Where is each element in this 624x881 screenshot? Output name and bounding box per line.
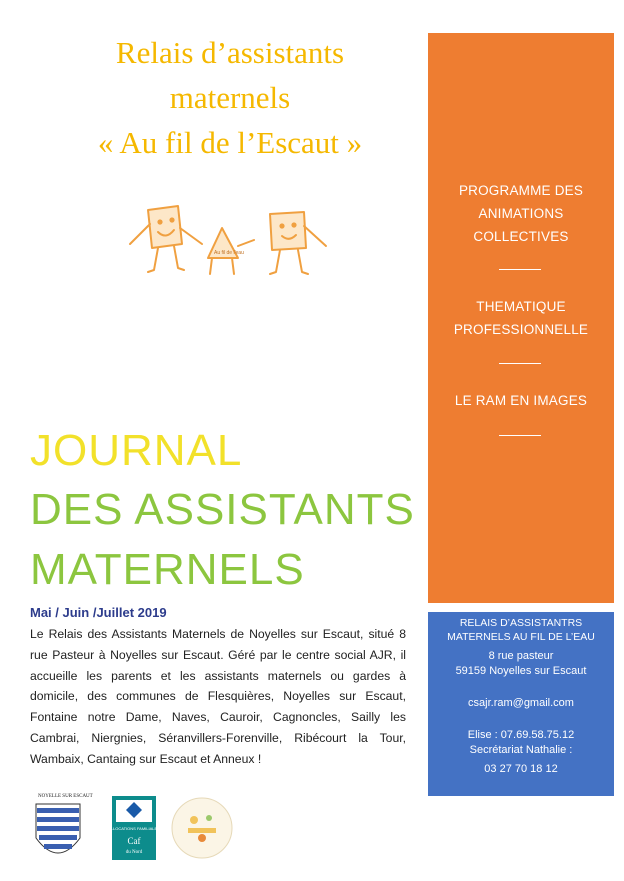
title-line-2: maternels <box>169 80 291 115</box>
contact-phone-elise: Elise : 07.69.58.75.12 <box>467 729 575 741</box>
section-images-line-1: LE RAM EN IMAGES <box>454 393 588 408</box>
ram-round-logo <box>172 798 232 858</box>
mascot-illustration <box>120 200 340 282</box>
issue-date: Mai / Juin /Juillet 2019 <box>30 605 167 620</box>
section-programme-line-2: ANIMATIONS <box>478 206 564 221</box>
noyelles-logo-text: NOYELLE SUR ESCAUT <box>38 794 93 799</box>
contact-email[interactable]: csajr.ram@gmail.com <box>468 697 574 709</box>
section-thematique-line-1: THEMATIQUE <box>476 299 566 314</box>
contact-heading-line-1: RELAIS D’ASSISTANTRS <box>459 617 583 629</box>
mascot-sign-text: Au fil de l'eau <box>214 250 244 256</box>
intro-paragraph: Le Relais des Assistants Maternels de Noyelles sur Escaut, situé 8 rue Pasteur à Noyelles sur Escaut. Géré par le centre social AJR, il accueille les parents et les assistants maternels ou gardes à domicile, des communes de Flesquières, Noyelles sur Escaut, Fontaine notre Dame, Naves, Cauroir, Cagnoncles, Sailly les Cambrai, Niergnies, Séranvillers-Forenville, Ribécourt la Tour, Wambaix, Cantaing sur Escaut et Anneux ! <box>30 627 406 766</box>
caf-logo <box>108 796 160 860</box>
page-title <box>40 30 420 165</box>
section-thematique-line-2: PROFESSIONNELLE <box>453 322 589 337</box>
section-images <box>428 389 614 412</box>
section-programme <box>428 179 614 248</box>
section-thematique <box>428 295 614 341</box>
contact-panel <box>428 612 614 796</box>
contact-city: 59159 Noyelles sur Escaut <box>455 665 587 677</box>
caf-logo-text-3: du Nord <box>125 850 143 855</box>
journal-title-line-3: MATERNELS <box>30 545 305 594</box>
section-divider <box>499 435 541 436</box>
title-line-1: Relais d’assistants <box>115 35 345 70</box>
section-programme-line-1: PROGRAMME DES <box>458 183 584 198</box>
contact-phone-secretariat: 03 27 70 18 12 <box>484 763 558 775</box>
journal-title-line-2: DES ASSISTANTS <box>30 485 415 534</box>
contact-heading <box>428 616 614 644</box>
contact-secretariat: Secrétariat Nathalie : <box>469 744 573 756</box>
title-line-3: « Au fil de l’Escaut » <box>97 125 363 160</box>
journal-title-line-1: JOURNAL <box>30 426 243 475</box>
noyelles-logo <box>36 794 93 853</box>
section-programme-line-3: COLLECTIVES <box>473 229 569 244</box>
section-divider <box>499 363 541 364</box>
section-divider <box>499 269 541 270</box>
contact-heading-line-2: MATERNELS AU FIL DE L’EAU <box>447 631 595 643</box>
caf-logo-text-1: ALLOCATIONS FAMILIALES <box>108 826 160 831</box>
caf-logo-text-2: Caf <box>127 836 141 846</box>
sections-panel <box>428 33 614 603</box>
contact-street: 8 rue pasteur <box>488 650 554 662</box>
partner-logos <box>34 790 234 865</box>
